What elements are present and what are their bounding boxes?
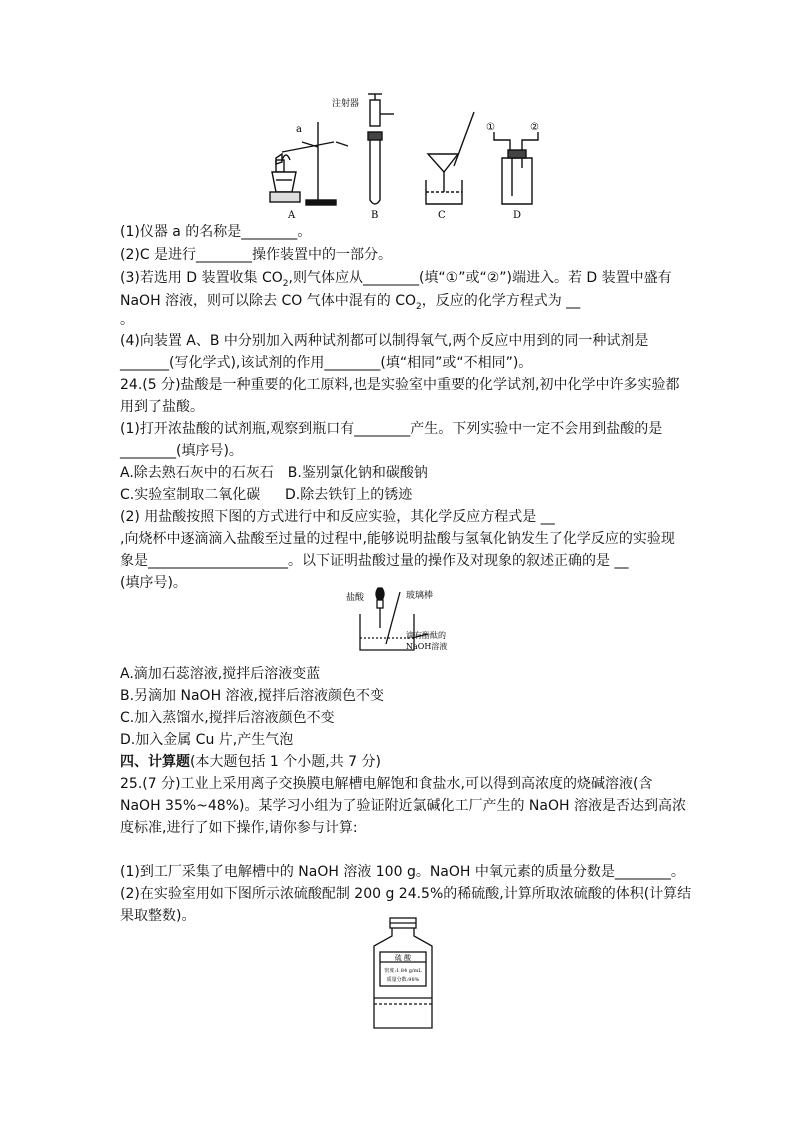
bottle-title: 硫 酸 — [394, 954, 412, 962]
bottle-density: 密度:1.84 g/mL — [384, 968, 422, 974]
q23-line-4-a: NaOH 溶液，则可以除去 CO 气体中混有的 CO — [120, 293, 416, 309]
label-hydrochloric-acid: 盐酸 — [346, 593, 365, 603]
q23-line-4-b: ，反应的化学方程式为 __ — [421, 293, 581, 309]
section-4-title: 四、计算题 — [120, 754, 190, 770]
apparatus-port-2: ② — [530, 122, 539, 133]
q23-line-6: (4)向装置 A、B 中分别加入两种试剂都可以制得氧气,两个反应中用到的同一种试剂是 — [120, 333, 649, 349]
q24-choice-a: A.滴加石蕊溶液,搅拌后溶液变蓝 — [120, 666, 321, 682]
apparatus-label-small-a: a — [296, 124, 302, 135]
q24-choice-b: B.另滴加 NaOH 溶液,搅拌后溶液颜色不变 — [120, 688, 385, 704]
apparatus-label-syringe: 注射器 — [332, 99, 360, 109]
apparatus-d — [494, 132, 538, 204]
apparatus-b — [368, 94, 394, 204]
label-glass-rod: 玻璃棒 — [406, 591, 434, 601]
q24-line-4: ________(填序号)。 — [120, 443, 243, 459]
q24-line-9: (填序号)。 — [120, 575, 187, 591]
q23-line-4-sub: 2 — [416, 301, 422, 312]
label-solution-2: NaOH溶液 — [406, 642, 448, 651]
q24-line-1: 24.(5 分)盐酸是一种重要的化工原料,也是实验室中重要的化学试剂,初中化学中许多实验都 — [120, 377, 680, 393]
q24-line-7: ,向烧杯中逐滴滴入盐酸至过量的过程中,能够说明盐酸与氢氧化钠发生了化学反应的实验现 — [120, 531, 675, 547]
q24-choice-c: C.加入蒸馏水,搅拌后溶液颜色不变 — [120, 710, 335, 726]
q24-option-c: C.实验室制取二氧化碳 — [120, 487, 261, 503]
section-4-heading — [120, 752, 680, 773]
q24-line-3: (1)打开浓盐酸的试剂瓶,观察到瓶口有________产生。下列实验中一定不会用到盐酸的是 — [120, 421, 663, 437]
neutralization-figure — [330, 586, 470, 662]
label-solution-1: 滴有酚酞的 — [406, 631, 446, 640]
q23-line-3-b: ,则气体应从________(填“①”或“②”)端进入。若 D 装置中盛有 — [288, 270, 672, 286]
q23-line-5: 。 — [120, 312, 134, 328]
bottle-fraction: 质量分数:98% — [386, 977, 420, 983]
q23-line-7: _______(写化学式),该试剂的作用________(填“相同”或“不相同”)。 — [120, 355, 533, 371]
q25-line-4: (1)到工厂采集了电解槽中的 NaOH 溶液 100 g。NaOH 中氧元素的质量分数是________。 — [120, 864, 685, 880]
q24-choice-d: D.加入金属 Cu 片,产生气泡 — [120, 732, 294, 748]
q24-line-6: (2) 用盐酸按照下图的方式进行中和反应实验，其化学反应方程式是 __ — [120, 509, 555, 525]
q24-option-b: B.鉴别氯化钠和碳酸钠 — [287, 465, 428, 481]
q23-line-2: (2)C 是进行________操作装置中的一部分。 — [120, 247, 393, 263]
q25-line-5: (2)在实验室用如下图所示浓硫酸配制 200 g 24.5%的稀硫酸,计算所取浓硫酸的体积(计算结 — [120, 886, 692, 902]
apparatus-label-D: D — [513, 210, 522, 221]
apparatus-a — [270, 122, 348, 205]
q24-options-row-2 — [120, 485, 680, 506]
q24-options-row-1 — [120, 463, 680, 484]
q25-line-3: 度标准,进行了如下操作,请你参与计算: — [120, 820, 358, 836]
q23-line-1: (1)仪器 a 的名称是________。 — [120, 224, 312, 240]
apparatus-label-A: A — [288, 210, 296, 221]
sulfuric-acid-bottle — [368, 914, 438, 1034]
q23-line-3-sub: 2 — [282, 278, 289, 289]
q24-option-a: A.除去熟石灰中的石灰石 — [120, 465, 274, 481]
q25-line-2: NaOH 35%~48%)。某学习小组为了验证附近氯碱化工厂产生的 NaOH 溶液是否达到高浓 — [120, 798, 686, 814]
apparatus-figure — [262, 92, 552, 222]
q24-option-d: D.除去铁钉上的锈迹 — [285, 487, 413, 503]
section-4-note: (本大题包括 1 个小题,共 7 分) — [190, 754, 381, 770]
q23-line-3-a: (3)若选用 D 装置收集 CO — [120, 270, 283, 286]
apparatus-label-C: C — [438, 210, 446, 221]
apparatus-label-B: B — [371, 210, 379, 221]
q25-line-6: 果取整数)。 — [120, 908, 196, 924]
q24-line-8: 象是____________________。以下证明盐酸过量的操作及对现象的叙述正确的是 __ — [120, 553, 629, 569]
apparatus-port-1: ① — [486, 122, 495, 133]
q25-line-1: 25.(7 分)工业上采用离子交换膜电解槽电解饱和食盐水,可以得到高浓度的烧碱溶液(含 — [120, 776, 653, 792]
apparatus-c — [426, 112, 474, 204]
q24-line-2: 用到了盐酸。 — [120, 399, 204, 415]
